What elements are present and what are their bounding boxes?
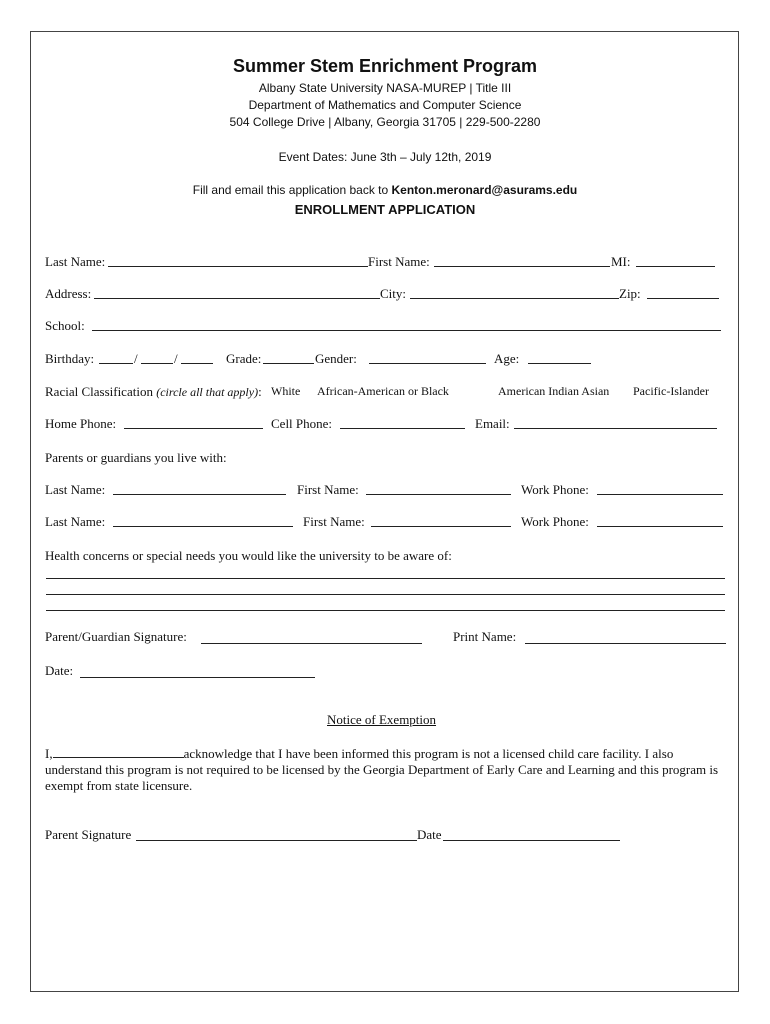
- label-first-name: First Name:: [368, 254, 430, 269]
- label-age: Age:: [494, 351, 520, 366]
- label-parent-signature: Parent Signature: [45, 827, 132, 842]
- birthday-year-field[interactable]: [181, 363, 213, 364]
- label-zip: Zip:: [619, 286, 641, 301]
- label-parent1-last-name: Last Name:: [45, 482, 106, 497]
- gender-field[interactable]: [369, 363, 486, 364]
- parent2-first-name-field[interactable]: [371, 526, 511, 527]
- first-name-field[interactable]: [434, 266, 610, 267]
- label-parent2-last-name: Last Name:: [45, 514, 106, 529]
- city-field[interactable]: [410, 298, 619, 299]
- contact-email: Kenton.meronard@asurams.edu: [391, 183, 578, 197]
- option-american-indian-asian[interactable]: American Indian Asian: [498, 384, 610, 398]
- parent2-work-phone-field[interactable]: [597, 526, 723, 527]
- label-parent1-work-phone: Work Phone:: [521, 482, 589, 497]
- zip-field[interactable]: [647, 298, 719, 299]
- label-birthday: Birthday:: [45, 351, 95, 366]
- print-name-field[interactable]: [525, 643, 726, 644]
- email-instruction: [0, 183, 770, 197]
- program-title: Summer Stem Enrichment Program: [232, 56, 538, 76]
- label-guardian-signature: Parent/Guardian Signature:: [45, 629, 187, 644]
- school-field[interactable]: [92, 330, 721, 331]
- parent1-work-phone-field[interactable]: [597, 494, 723, 495]
- notice-prefix: I,: [45, 746, 53, 761]
- option-african-american[interactable]: African-American or Black: [317, 384, 449, 398]
- email-field[interactable]: [514, 428, 717, 429]
- parent-signature-field[interactable]: [136, 840, 417, 841]
- form-border: [30, 31, 739, 992]
- cell-phone-field[interactable]: [340, 428, 465, 429]
- parent2-last-name-field[interactable]: [113, 526, 293, 527]
- event-dates: Event Dates: June 3th – July 12th, 2019: [278, 150, 492, 164]
- address-field[interactable]: [94, 298, 380, 299]
- label-parent2-work-phone: Work Phone:: [521, 514, 589, 529]
- email-instruction-text: Fill and email this application back to: [192, 183, 392, 197]
- label-parent1-first-name: First Name:: [297, 482, 359, 497]
- health-line-1[interactable]: [46, 578, 725, 579]
- guardian-signature-field[interactable]: [201, 643, 422, 644]
- age-field[interactable]: [528, 363, 591, 364]
- parent1-last-name-field[interactable]: [113, 494, 286, 495]
- racial-colon: :: [258, 384, 262, 399]
- label-last-name: Last Name:: [45, 254, 106, 269]
- option-pacific-islander[interactable]: Pacific-Islander: [633, 384, 709, 398]
- label-print-name: Print Name:: [453, 629, 517, 644]
- notice-paragraph: [45, 745, 725, 794]
- birthday-day-field[interactable]: [141, 363, 173, 364]
- racial-label: Racial Classification: [45, 384, 153, 399]
- health-line-2[interactable]: [46, 594, 725, 595]
- department-line: Department of Mathematics and Computer Science: [248, 98, 522, 112]
- label-school: School:: [45, 318, 85, 333]
- parent1-first-name-field[interactable]: [366, 494, 511, 495]
- label-cell-phone: Cell Phone:: [271, 416, 333, 431]
- label-grade: Grade:: [226, 351, 262, 366]
- label-health-concerns: Health concerns or special needs you would like the university to be aware of:: [45, 548, 452, 563]
- form-title: ENROLLMENT APPLICATION: [294, 202, 476, 217]
- label-date: Date:: [45, 663, 74, 678]
- label-home-phone: Home Phone:: [45, 416, 117, 431]
- label-email: Email:: [475, 416, 510, 431]
- option-white[interactable]: White: [271, 384, 301, 398]
- parents-heading: Parents or guardians you live with:: [45, 450, 227, 465]
- label-mi: MI:: [611, 254, 631, 269]
- label-address: Address:: [45, 286, 92, 301]
- label-racial-classification: [45, 384, 262, 400]
- date-field[interactable]: [80, 677, 315, 678]
- birthday-month-field[interactable]: [99, 363, 133, 364]
- university-line: Albany State University NASA-MUREP | Title III: [258, 81, 512, 95]
- notice-date-field[interactable]: [443, 840, 620, 841]
- label-parent2-first-name: First Name:: [303, 514, 365, 529]
- birthday-slash: /: [134, 351, 138, 366]
- last-name-field[interactable]: [108, 266, 368, 267]
- notice-text: acknowledge that I have been informed this program is not a licensed child care facility. I also understand this program is not required to be licensed by the Georgia Department of Early Care and Learning and this program is exempt from state licensure.: [45, 746, 719, 793]
- mi-field[interactable]: [636, 266, 715, 267]
- label-notice-date: Date: [417, 827, 442, 842]
- health-line-3[interactable]: [46, 610, 725, 611]
- address-line: 504 College Drive | Albany, Georgia 31705 | 229-500-2280: [229, 115, 541, 129]
- birthday-slash: /: [174, 351, 178, 366]
- label-gender: Gender:: [315, 351, 357, 366]
- notice-name-blank[interactable]: [53, 745, 184, 758]
- grade-field[interactable]: [263, 363, 314, 364]
- label-city: City:: [380, 286, 407, 301]
- home-phone-field[interactable]: [124, 428, 263, 429]
- racial-note: (circle all that apply): [156, 385, 259, 399]
- notice-title: Notice of Exemption: [327, 712, 437, 727]
